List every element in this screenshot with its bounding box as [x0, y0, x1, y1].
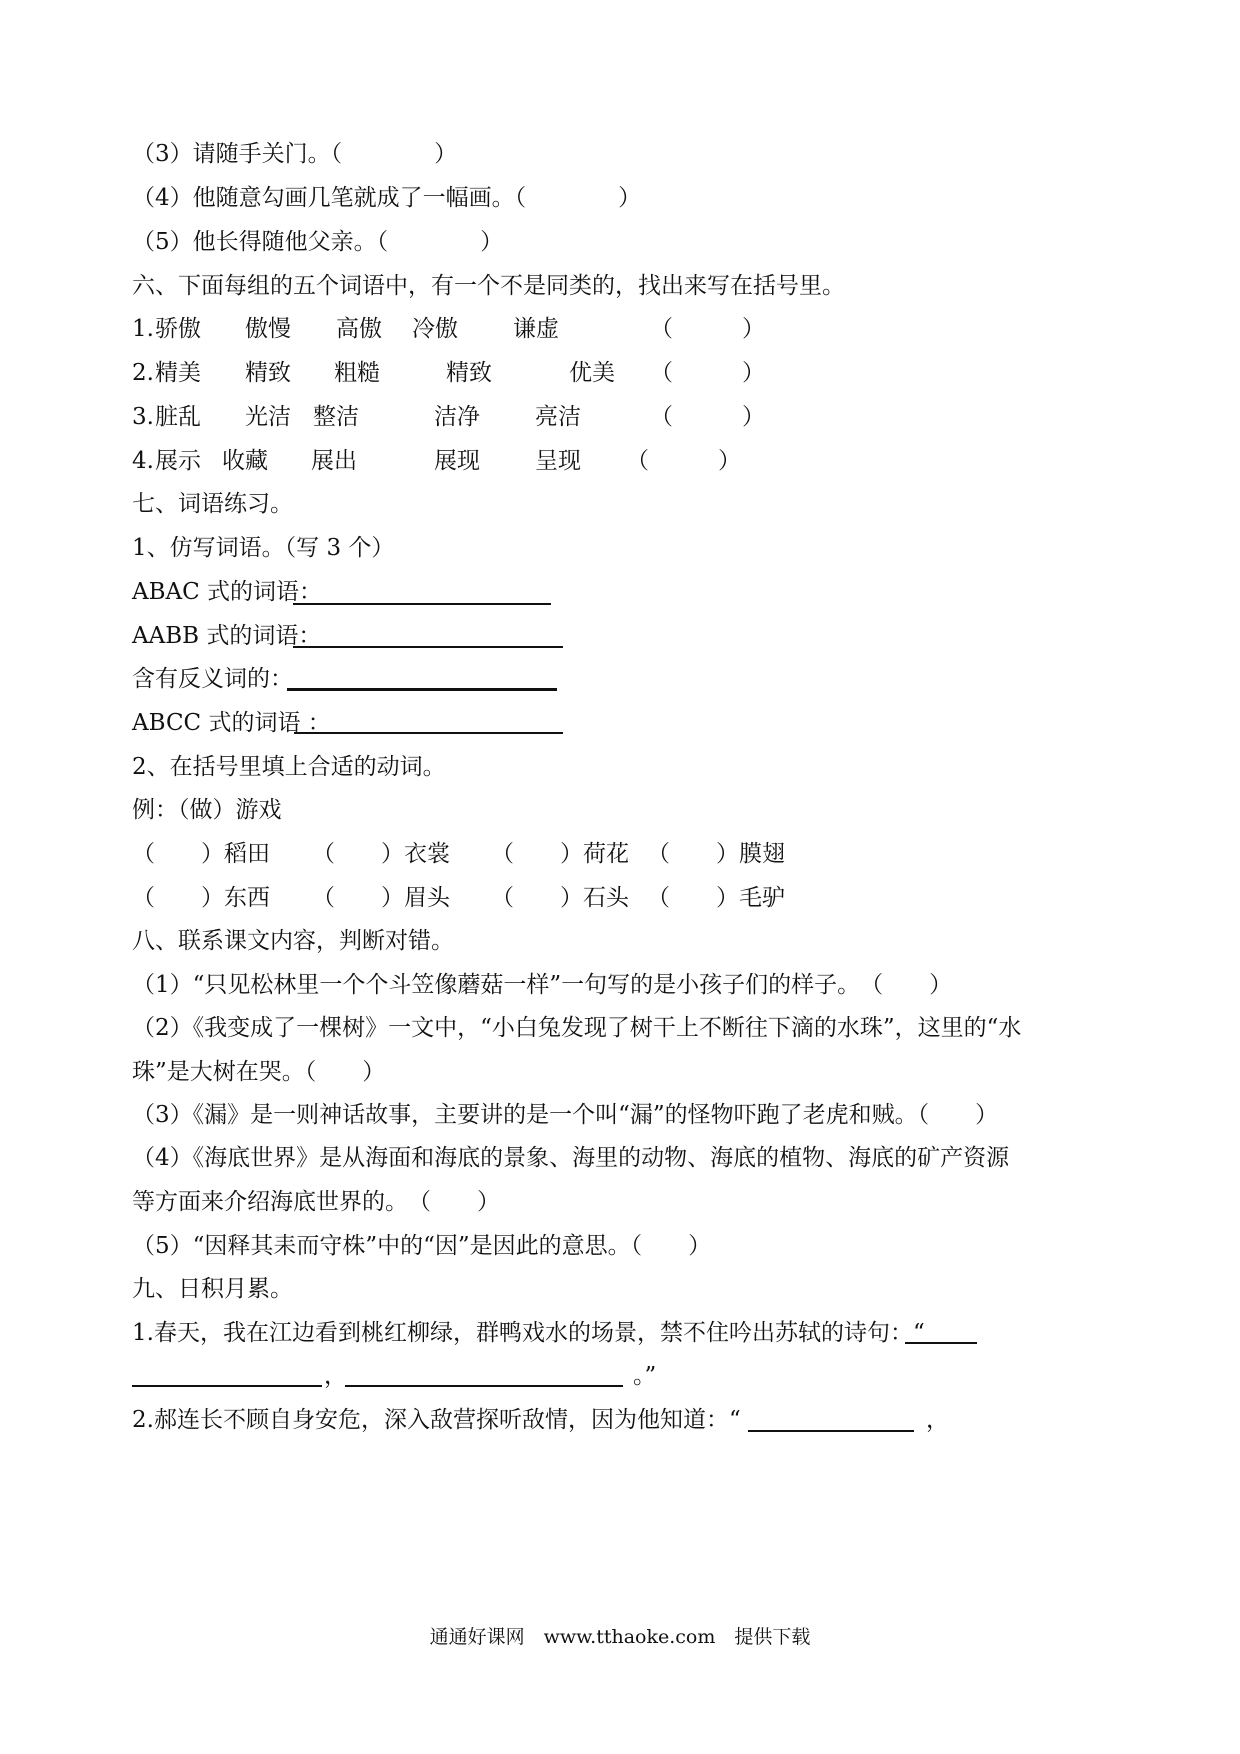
s8-item-4-line-2: 等方面来介绍海底世界的。 （ ） — [132, 1189, 500, 1215]
s9-q1-answer-line-2[interactable] — [132, 1361, 322, 1387]
s7-q1-aabb-answer-line[interactable] — [293, 622, 563, 648]
s9-q1-answer-line-3[interactable] — [345, 1361, 623, 1387]
s8-item-4-line-1: （4）《海底世界》是从海面和海底的景象、海里的动物、海底的植物、海底的矿产资源 — [132, 1145, 1010, 1171]
s7-q1-antonym-answer-line[interactable] — [287, 664, 557, 691]
s6-g2-word-1: 精美 — [155, 360, 201, 386]
s9-q2-text: 2.郝连长不顾自身安危，深入敌营探听敌情，因为他知道：“ — [132, 1407, 741, 1433]
s6-g1-word-2: 傲慢 — [245, 316, 291, 342]
s7-q1-row-abac-label: ABAC 式的词语： — [132, 579, 323, 605]
section7-title: 七、词语练习。 — [132, 491, 293, 517]
section9-title: 九、日积月累。 — [132, 1276, 293, 1302]
s6-g2-word-3: 粗糙 — [334, 360, 380, 386]
s6-g1-word-4: 冷傲 — [412, 316, 458, 342]
s6-group-4-num: 4. — [132, 448, 154, 474]
s8-item-3: （3）《漏》是一则神话故事，主要讲的是一个叫“漏”的怪物吓跑了老虎和贼。（ ） — [132, 1102, 999, 1128]
footer-source: 通通好课网 www.tthaoke.com 提供下载 — [429, 1626, 811, 1648]
s6-g4-word-4: 展现 — [434, 448, 480, 474]
s6-g3-word-5: 亮洁 — [535, 404, 581, 430]
s6-g3-word-1: 脏乱 — [155, 404, 201, 430]
s7-q1-row-antonym-label: 含有反义词的： — [132, 666, 293, 692]
s6-g1-word-1: 骄傲 — [155, 316, 201, 342]
s7-q1-abcc-answer-line[interactable] — [294, 708, 563, 734]
s7-q2-example: 例：（做）游戏 — [132, 797, 282, 823]
section6-title: 六、下面每组的五个词语中，有一个不是同类的，找出来写在括号里。 — [132, 273, 845, 299]
s7-q1-title: 1、仿写词语。（写 3 个） — [132, 535, 395, 561]
s6-group-2-num: 2. — [132, 360, 154, 386]
s8-item-2-line-1: （2）《我变成了一棵树》一文中，“小白兔发现了树干上不断往下滴的水珠”，这里的“水 — [132, 1015, 1022, 1041]
s7-q1-row-abcc-label: ABCC 式的词语 ： — [132, 710, 331, 736]
s6-g2-word-5: 优美 — [569, 360, 615, 386]
s6-group-1-num: 1. — [132, 316, 154, 342]
s7-q1-abac-answer-line[interactable] — [293, 579, 551, 605]
s6-g4-word-2: 收藏 — [222, 448, 268, 474]
s6-g4-word-1: 展示 — [155, 448, 201, 474]
s6-g4-blank: （ ） — [626, 448, 741, 474]
s9-q1-end: 。” — [633, 1363, 657, 1389]
s6-g3-blank: （ ） — [650, 404, 765, 430]
s6-g3-word-4: 洁净 — [434, 404, 480, 430]
s7-q1-row-aabb-label: AABB 式的词语： — [132, 623, 322, 649]
s6-g4-word-5: 呈现 — [535, 448, 581, 474]
s8-item-5: （5）“因释其耒而守株”中的“因”是因此的意思。（ ） — [132, 1233, 712, 1259]
s6-g1-word-5: 谦虚 — [513, 316, 559, 342]
s7-q2-r2-item-4: （ ）毛驴 — [647, 885, 785, 911]
s6-g1-blank: （ ） — [650, 316, 765, 342]
s5-item-5: （5）他长得随他父亲。（ ） — [132, 229, 504, 255]
s6-g2-word-4: 精致 — [446, 360, 492, 386]
s8-item-1: （1）“只见松林里一个个斗笠像蘑菇一样”一句写的是小孩子们的样子。 （ ） — [132, 972, 953, 998]
s7-q2-r1-item-3: （ ）荷花 — [491, 841, 629, 867]
s8-item-2-line-2: 珠”是大树在哭。（ ） — [132, 1059, 386, 1085]
s7-q2-r1-item-4: （ ）膜翅 — [647, 841, 785, 867]
s6-group-3-num: 3. — [132, 404, 154, 430]
s6-g1-word-3: 高傲 — [336, 316, 382, 342]
s5-item-4: （4）他随意勾画几笔就成了一幅画。（ ） — [132, 185, 642, 211]
s6-g3-word-2: 光洁 — [245, 404, 291, 430]
s7-q2-r2-item-2: （ ）眉头 — [312, 885, 450, 911]
s6-g3-word-3: 整洁 — [313, 404, 359, 430]
s7-q2-r1-item-2: （ ）衣裳 — [312, 841, 450, 867]
s7-q2-r1-item-1: （ ）稻田 — [132, 841, 270, 867]
s9-q2-answer-line-1[interactable] — [748, 1406, 914, 1432]
s6-g2-word-2: 精致 — [245, 360, 291, 386]
s7-q2-title: 2、在括号里填上合适的动词。 — [132, 754, 446, 780]
s9-q2-comma: ， — [926, 1407, 949, 1433]
s9-q1-answer-line-1[interactable] — [905, 1318, 977, 1344]
s9-q1-text: 1.春天，我在江边看到桃红柳绿，群鸭戏水的场景，禁不住吟出苏轼的诗句：“ — [132, 1320, 925, 1346]
section8-title: 八、联系课文内容，判断对错。 — [132, 928, 454, 954]
s5-item-3: （3）请随手关门。（ ） — [132, 141, 458, 167]
s7-q2-r2-item-3: （ ）石头 — [491, 885, 629, 911]
s7-q2-r2-item-1: （ ）东西 — [132, 885, 270, 911]
s9-q1-comma: ， — [324, 1363, 347, 1389]
s6-g2-blank: （ ） — [650, 360, 765, 386]
s6-g4-word-3: 展出 — [311, 448, 357, 474]
